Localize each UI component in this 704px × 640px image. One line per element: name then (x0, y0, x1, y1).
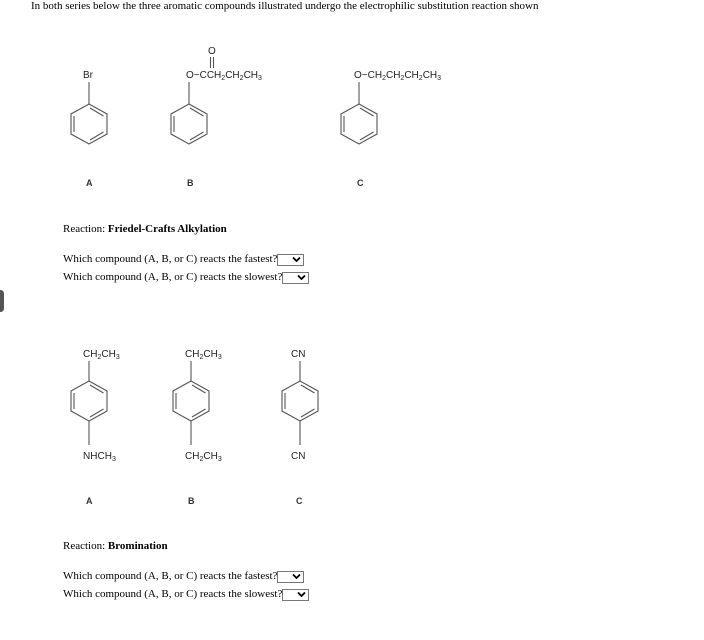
series1-question-slowest-text: Which compound (A, B, or C) reacts the slowest? (63, 271, 283, 283)
series2-a-top: $CH_2CH_3$ (83, 349, 120, 361)
series1-slowest-select[interactable] (282, 272, 309, 284)
series2-a-bottom: $NHCH_3$ (83, 451, 116, 463)
series2-c-bottom: CN (291, 451, 306, 462)
series2-slowest-select[interactable] (282, 589, 309, 601)
svg-text:O−CH2CH2CH2CH3: $O-CH_2CH_2CH_2CH_3$ (354, 70, 442, 82)
intro-text: In both series below the three aromatic compounds illustrated undergo the electrophilic substitution reaction shown (31, 0, 539, 12)
series1-b-ester-main: O−CCH (186, 70, 222, 81)
series1-reaction-prefix: Reaction: (63, 223, 108, 235)
series1-reaction (63, 223, 227, 236)
series1-reaction-name: Friedel-Crafts Alkylation (107, 223, 227, 235)
series1-b-carbonyl-o: O (208, 46, 216, 57)
series1-compound-a-structure (60, 66, 120, 156)
page-edge-handle (0, 290, 4, 312)
series2-reaction-name: Bromination (107, 540, 168, 552)
series1-c-ether-main: O−CH (354, 70, 383, 81)
chevron-down-icon (297, 274, 306, 281)
series2-compound-c-structure (271, 343, 341, 467)
series1-question-fastest-text: Which compound (A, B, or C) reacts the fastest? (63, 253, 278, 265)
series2-question-slowest-text: Which compound (A, B, or C) reacts the slowest? (63, 588, 283, 600)
series2-label-b: B (188, 496, 195, 506)
series1-label-b: B (187, 178, 194, 188)
series2-question-fastest-text: Which compound (A, B, or C) reacts the fastest? (63, 570, 278, 582)
series1-compound-c-structure (330, 66, 490, 156)
chevron-down-icon (297, 591, 306, 598)
chevron-down-icon (292, 573, 301, 580)
series2-fastest-select[interactable] (277, 571, 304, 583)
series2-label-a: A (86, 496, 93, 506)
series2-compound-b-structure (162, 343, 252, 467)
series1-compound-b-structure (160, 44, 280, 156)
series2-question-slowest (63, 588, 309, 601)
series2-question-fastest (63, 570, 304, 583)
series1-question-fastest (63, 253, 304, 266)
series1-fastest-select[interactable] (277, 254, 304, 266)
series2-b-top: $CH_2CH_3$ (185, 349, 222, 361)
series2-b-bottom: $CH_2CH_3$ (185, 451, 222, 463)
series1-label-c: C (357, 178, 364, 188)
series1-label-a: A (86, 178, 93, 188)
series2-label-c: C (296, 496, 303, 506)
series2-compound-a-structure (60, 343, 150, 467)
series2-reaction (63, 540, 168, 553)
svg-text:O−CCH2CH2CH3: $O-CCH_2CH_2CH_3$ (186, 70, 262, 82)
series2-reaction-prefix: Reaction: (63, 540, 108, 552)
series2-c-top: CN (291, 349, 306, 360)
series1-a-substituent: Br (83, 70, 93, 81)
chevron-down-icon (292, 256, 301, 263)
series1-question-slowest (63, 271, 309, 284)
